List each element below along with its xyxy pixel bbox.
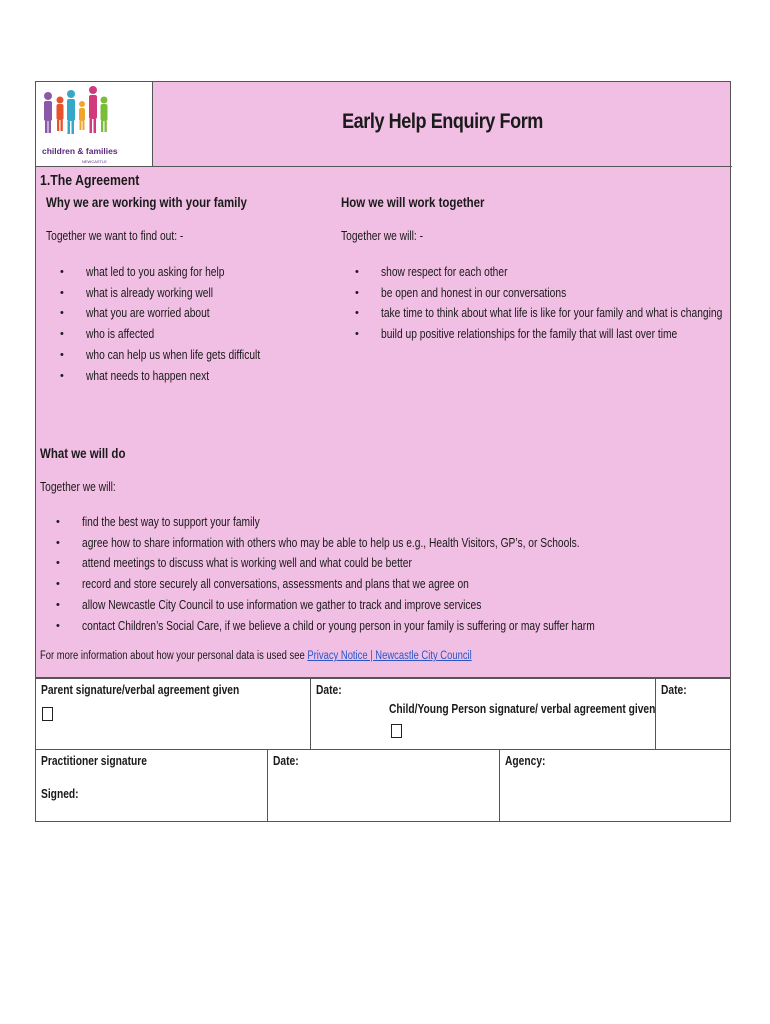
parent-date-label: Date:	[316, 683, 342, 697]
practitioner-signature-cell[interactable]	[36, 750, 268, 821]
what-we-do-heading: What we will do	[40, 445, 126, 461]
list-item-text: who is affected	[86, 327, 155, 342]
children-families-logo-icon	[36, 82, 153, 167]
list-item	[56, 512, 707, 533]
logo	[36, 82, 153, 167]
list-item	[355, 262, 770, 283]
child-agreement-checkbox[interactable]	[391, 724, 402, 738]
bullet-icon: •	[56, 557, 60, 570]
bullet-icon: •	[355, 266, 359, 278]
list-item	[56, 574, 707, 595]
bullet-icon: •	[60, 328, 64, 341]
left-column-heading: Why we are working with your family	[46, 194, 247, 210]
parent-agreement-checkbox[interactable]	[42, 707, 53, 721]
list-item-text: agree how to share information with others who may be able to help us e.g., Health Visitors, GP’s, or Schools.	[82, 535, 580, 550]
left-bullet-list	[60, 262, 298, 386]
logo-subtext: NEWCASTLE	[82, 159, 107, 164]
title-divider	[153, 166, 732, 167]
page-title: Early Help Enquiry Form	[342, 110, 543, 133]
bullet-icon: •	[60, 266, 64, 278]
list-item	[56, 616, 707, 637]
parent-date-child-cell[interactable]	[311, 679, 656, 749]
what-we-do-bullet-list	[56, 512, 707, 636]
bullet-icon: •	[56, 619, 60, 632]
bullet-icon: •	[60, 307, 64, 320]
what-we-do-intro: Together we will:	[40, 480, 116, 494]
logo-text: children & families	[42, 146, 118, 156]
signed-label: Signed:	[41, 787, 79, 801]
right-column-intro: Together we will: -	[341, 229, 424, 243]
list-item	[60, 345, 298, 366]
agency-label: Agency:	[505, 754, 546, 768]
list-item-text: allow Newcastle City Council to use information we gather to track and improve services	[82, 597, 482, 612]
bullet-icon: •	[56, 536, 60, 549]
bullet-icon: •	[355, 328, 359, 341]
bullet-icon: •	[56, 516, 60, 528]
practitioner-signature-label: Practitioner signature	[41, 754, 147, 768]
bullet-icon: •	[56, 598, 60, 611]
agency-cell[interactable]	[500, 750, 732, 821]
practitioner-date-label: Date:	[273, 754, 299, 768]
list-item-text: take time to think about what life is like for your family and what is changing	[381, 306, 723, 321]
list-item-text: contact Children’s Social Care, if we believe a child or young person in your family is suffering or may suffer harm	[82, 618, 595, 633]
child-date-cell[interactable]	[656, 679, 732, 749]
list-item	[355, 303, 770, 324]
list-item-text: show respect for each other	[381, 265, 508, 279]
list-item	[60, 303, 298, 324]
privacy-note	[40, 650, 567, 662]
list-item	[60, 324, 298, 345]
list-item-text: what you are worried about	[86, 306, 210, 321]
list-item	[56, 533, 707, 554]
list-item	[355, 283, 770, 304]
list-item	[60, 283, 298, 304]
list-item-text: what needs to happen next	[86, 368, 210, 383]
list-item	[56, 595, 707, 616]
list-item	[60, 366, 298, 387]
list-item-text: build up positive relationships for the family that will last over time	[381, 327, 678, 342]
list-item-text: who can help us when life gets difficult	[86, 347, 261, 362]
list-item-text: find the best way to support your family	[82, 515, 260, 529]
agreement-panel	[35, 81, 731, 678]
privacy-prefix: For more information about how your personal data is used see	[40, 650, 305, 662]
list-item-text: attend meetings to discuss what is working well and what could be better	[82, 556, 412, 571]
bullet-icon: •	[56, 578, 60, 591]
right-column-heading: How we will work together	[341, 194, 485, 210]
list-item-text: be open and honest in our conversations	[381, 285, 567, 300]
list-item	[56, 553, 707, 574]
practitioner-date-cell[interactable]	[268, 750, 500, 821]
section-title: 1.The Agreement	[40, 172, 140, 189]
form-page	[35, 81, 731, 821]
list-item-text: what is already working well	[86, 285, 214, 300]
bullet-icon: •	[60, 348, 64, 361]
bullet-icon: •	[60, 369, 64, 382]
list-item	[355, 324, 770, 345]
signature-row-parent-child	[35, 678, 731, 750]
privacy-notice-link[interactable]: Privacy Notice | Newcastle City Council	[307, 650, 472, 662]
parent-signature-cell[interactable]	[36, 679, 311, 749]
list-item-text: what led to you asking for help	[86, 265, 225, 279]
right-bullet-list	[355, 262, 770, 345]
bullet-icon: •	[60, 286, 64, 299]
bullet-icon: •	[355, 307, 359, 320]
child-signature-label: Child/Young Person signature/ verbal agreement given	[389, 702, 656, 716]
signature-row-practitioner	[35, 750, 731, 822]
list-item-text: record and store securely all conversations, assessments and plans that we agree on	[82, 577, 469, 592]
parent-signature-label: Parent signature/verbal agreement given	[41, 683, 240, 697]
list-item	[60, 262, 298, 283]
bullet-icon: •	[355, 286, 359, 299]
left-column-intro: Together we want to find out: -	[46, 229, 184, 243]
child-date-label: Date:	[661, 683, 687, 697]
